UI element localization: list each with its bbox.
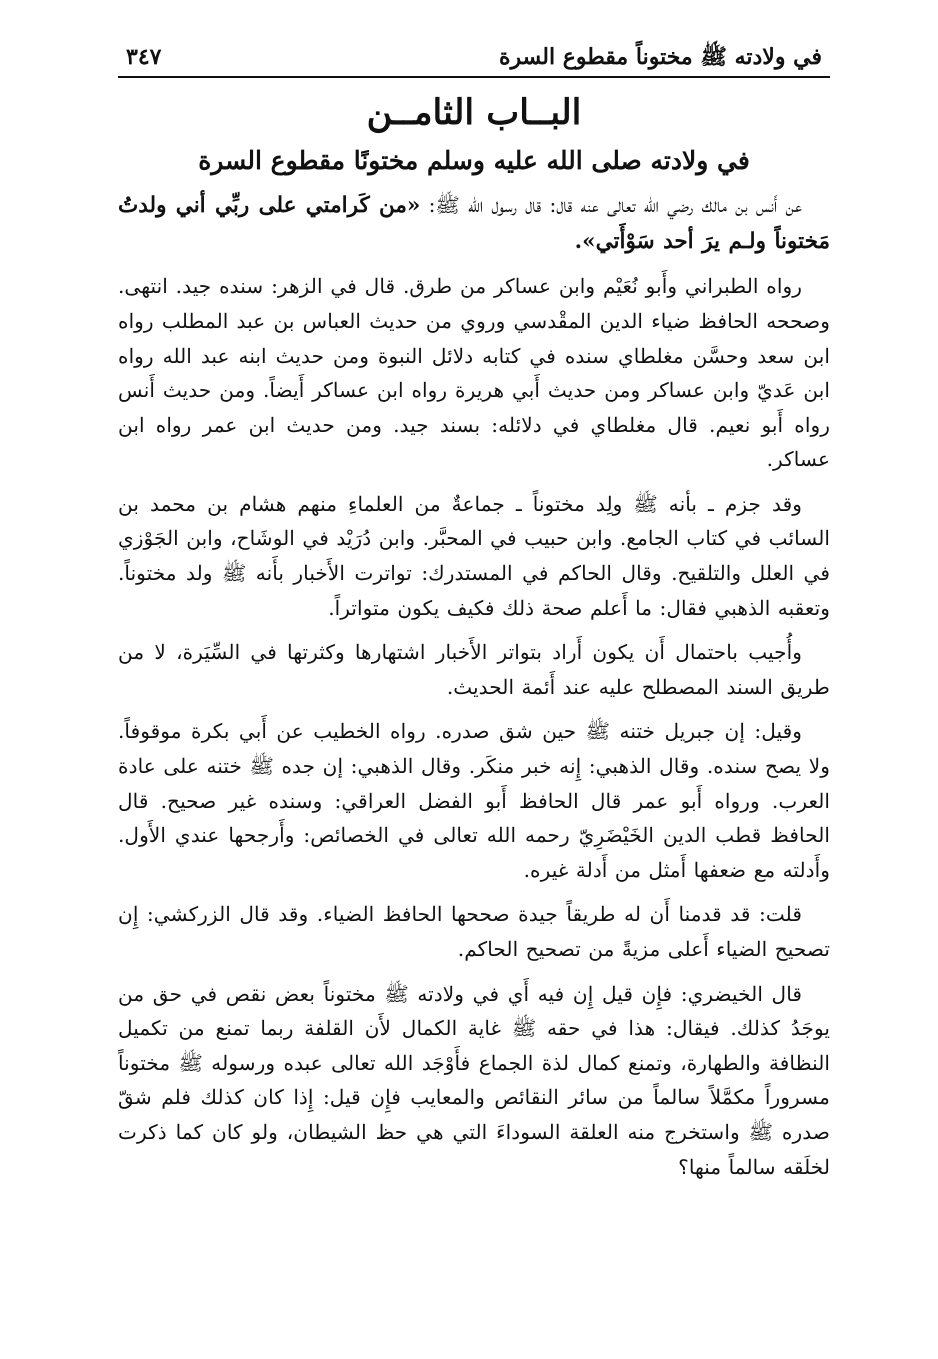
running-header [118, 44, 830, 78]
paragraph-jibril: وقيل: إن جبريل ختنه ﷺ حين شق صدره. رواه الخطيب عن أَبي بكرة موقوفاً. ولا يصح سنده. وقال الذهبي: إِنه خبر منكَر. وقال الذهبي: إن جده ﷺ ختنه على عادة العرب. ورواه أَبو عمر قال الحافظ أَبو الفضل العراقي: وسنده غير صحيح. قال الحافظ قطب الدين الخَيْضَرِيّ رحمه الله تعالى في الخصائص: وأَرجحها عندي الأَول. وأَدلته مع ضعفها أَمثل من أَدلة غيره. [118, 719, 830, 882]
chapter-title: البــاب الثامــن [366, 92, 582, 134]
page-number: ٣٤٧ [126, 44, 162, 70]
paragraph-khaydari: قال الخيضري: فإِن قيل إِن فيه أَي في ولادته ﷺ مختوناً بعض نقص في حق من يوجَدُ كذلك. فيقال: هذا في حقه ﷺ غاية الكمال لأَن القلفة ربما تمنع من تكميل النظافة والطهارة، وتمنع كمال لذة الجماع فأَوْجَد الله تعالى عبده ورسوله ﷺ مختوناً مسروراً مكمَّلاً سالماً من سائر النقائص والمعايب فإِن قيل: إِذا كان كذلك فلم شقّ صدره ﷺ واستخرج منه العلقة السوداءَ التي هي حظ الشيطان، ولو كان كما ذكرت لخلَقه سالماً منها؟ [118, 981, 830, 1179]
paragraph-hadith [118, 188, 830, 259]
chapter-subtitle: في ولادته صلى الله عليه وسلم مختونًا مقطوع السرة [198, 146, 750, 176]
paragraph-qultu: قلت: قد قدمنا أَن له طريقاً جيدة صححها الحافظ الضياء. وقد قال الزركشي: إِن تصحيح الضياء أَعلى مزيةً من تصحيح الحاكم. [118, 902, 830, 962]
hadith-quote: «من كَرامتي على ربِّي أني ولدتُ مَختوناً ولـم يرَ أحد سَوْأَتي». [118, 193, 830, 254]
paragraph-scholars: وقد جزم ـ بأنه ﷺ ولِد مختوناً ـ جماعةٌ من العلماءِ منهم هشام بن محمد بن السائب في كتاب الجامع. وابن حبيب في المحبَّر. وابن دُرَيْد في الوشَاح، وابن الجَوْزي في العلل والتلقيح. وقال الحاكم في المستدرك: تواترت الأَخبار بأَنه ﷺ ولد مختوناً. وتعقبه الذهبي فقال: ما أَعلم صحة ذلك فكيف يكون متواتراً. [118, 491, 830, 620]
hadith-intro: عن أَنس بن مالك رضي الله تعالى عنه قال: قال رسول الله ﷺ: [420, 193, 802, 218]
paragraph-narrators: رواه الطبراني وأَبو نُعَيْم وابن عساكر من طرق. قال في الزهر: سنده جيد. انتهى. وصححه الحافظ ضياء الدين المقْدسي وروي من حديث العباس بن عبد المطلب رواه ابن سعد وحسَّن مغلطاي سنده في كتابه دلائل النبوة ومن حديث ابنه عبد الله رواه ابن عَديّ وابن عساكر ومن حديث أَبي هريرة رواه ابن عساكر أَيضاً. ومن حديث أَنس رواه أَبو نعيم. قال مغلطاي في دلائله: بسند جيد. ومن حديث ابن عمر رواه ابن عساكر. [118, 274, 830, 472]
paragraph-answer: وأُجيب باحتمال أَن يكون أَراد بتواتر الأَخبار اشتهارها وكثرتها في السِّيَرة، لا من طريق السند المصطلح عليه عند أَئمة الحديث. [118, 640, 830, 699]
running-title: في ولادته ﷺ مختوناً مقطوع السرة [499, 44, 822, 70]
